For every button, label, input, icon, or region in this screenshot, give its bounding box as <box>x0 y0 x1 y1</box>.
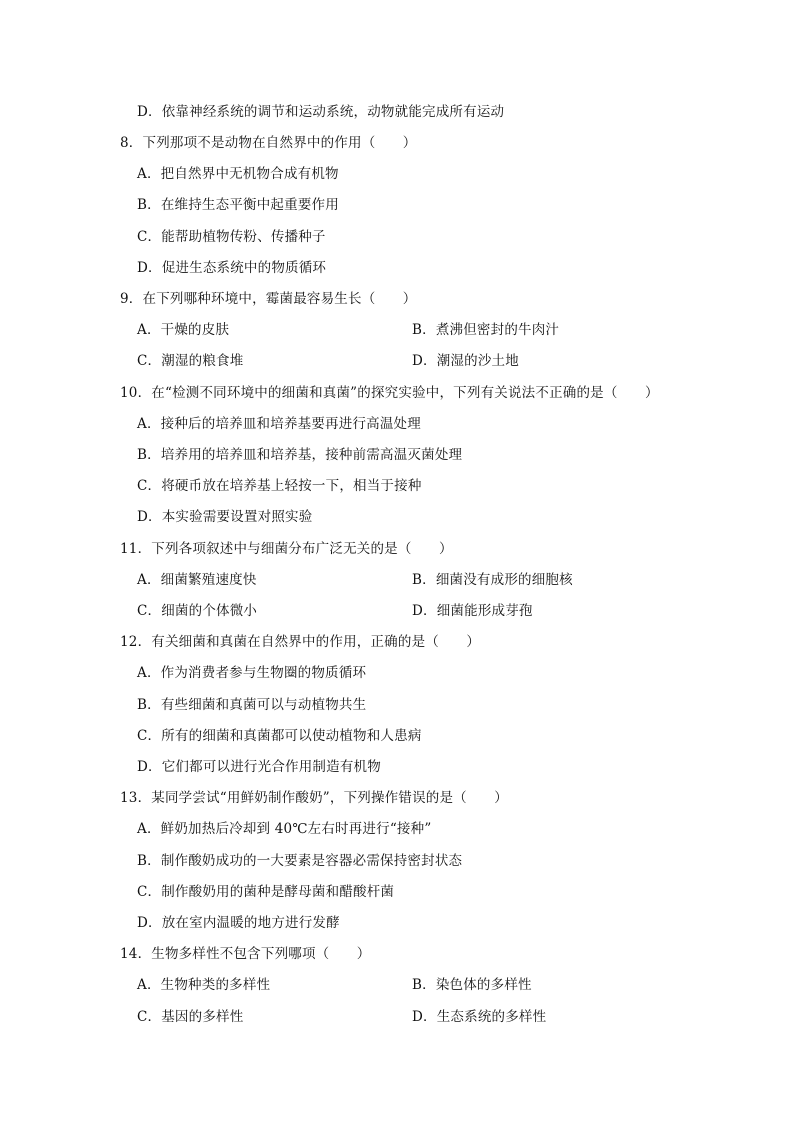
q13-option-c: C．制作酸奶用的菌种是酵母菌和醋酸杆菌 <box>137 884 395 900</box>
q8-option-c: C．能帮助植物传粉、传播种子 <box>137 229 326 245</box>
q10-option-a: A．接种后的培养皿和培养基要再进行高温处理 <box>137 416 421 432</box>
q10-stem: 10．在“检测不同环境中的细菌和真菌”的探究实验中，下列有关说法不正确的是（ ） <box>120 385 659 401</box>
q7-option-d: D．依靠神经系统的调节和运动系统，动物就能完成所有运动 <box>137 104 505 120</box>
q14-option-c: C．基因的多样性 <box>137 1009 244 1025</box>
q11-option-a: A．细菌繁殖速度快 <box>137 572 257 588</box>
q11-stem: 11．下列各项叙述中与细菌分布广泛无关的是（ ） <box>120 541 453 557</box>
q12-option-a: A．作为消费者参与生物圈的物质循环 <box>137 665 367 681</box>
q10-option-d: D．本实验需要设置对照实验 <box>137 509 313 525</box>
q13-option-a: A．鲜奶加热后冷却到 40℃左右时再进行“接种” <box>137 821 432 837</box>
q12-option-d: D．它们都可以进行光合作用制造有机物 <box>137 759 381 775</box>
q9-stem: 9．在下列哪种环境中，霉菌最容易生长（ ） <box>120 291 417 307</box>
q14-option-a: A．生物种类的多样性 <box>137 977 271 993</box>
q13-option-b: B．制作酸奶成功的一大要素是容器必需保持密封状态 <box>137 853 463 869</box>
q8-stem: 8．下列那项不是动物在自然界中的作用（ ） <box>120 135 417 151</box>
q8-option-a: A．把自然界中无机物合成有机物 <box>137 166 339 182</box>
q9-option-b: B．煮沸但密封的牛肉汁 <box>412 322 560 338</box>
q8-option-d: D．促进生态系统中的物质循环 <box>137 260 327 276</box>
q8-option-b: B．在维持生态平衡中起重要作用 <box>137 197 339 213</box>
q14-option-b: B．染色体的多样性 <box>412 977 532 993</box>
q12-stem: 12．有关细菌和真菌在自然界中的作用，正确的是（ ） <box>120 634 481 650</box>
q9-option-c: C．潮湿的粮食堆 <box>137 353 244 369</box>
q11-option-c: C．细菌的个体微小 <box>137 603 258 619</box>
q12-option-b: B．有些细菌和真菌可以与动植物共生 <box>137 697 367 713</box>
q10-option-c: C．将硬币放在培养基上轻按一下，相当于接种 <box>137 478 422 494</box>
q13-stem: 13．某同学尝试“用鲜奶制作酸奶”，下列操作错误的是（ ） <box>120 790 508 806</box>
q10-option-b: B．培养用的培养皿和培养基，接种前需高温灭菌处理 <box>137 447 463 463</box>
q14-stem: 14．生物多样性不包含下列哪项（ ） <box>120 946 371 962</box>
q12-option-c: C．所有的细菌和真菌都可以使动植物和人患病 <box>137 728 422 744</box>
q11-option-d: D．细菌能形成芽孢 <box>412 603 533 619</box>
q9-option-d: D．潮湿的沙土地 <box>412 353 519 369</box>
q11-option-b: B．细菌没有成形的细胞核 <box>412 572 573 588</box>
q14-option-d: D．生态系统的多样性 <box>412 1009 547 1025</box>
q13-option-d: D．放在室内温暖的地方进行发酵 <box>137 915 340 931</box>
q9-option-a: A．干燥的皮肤 <box>137 322 230 338</box>
